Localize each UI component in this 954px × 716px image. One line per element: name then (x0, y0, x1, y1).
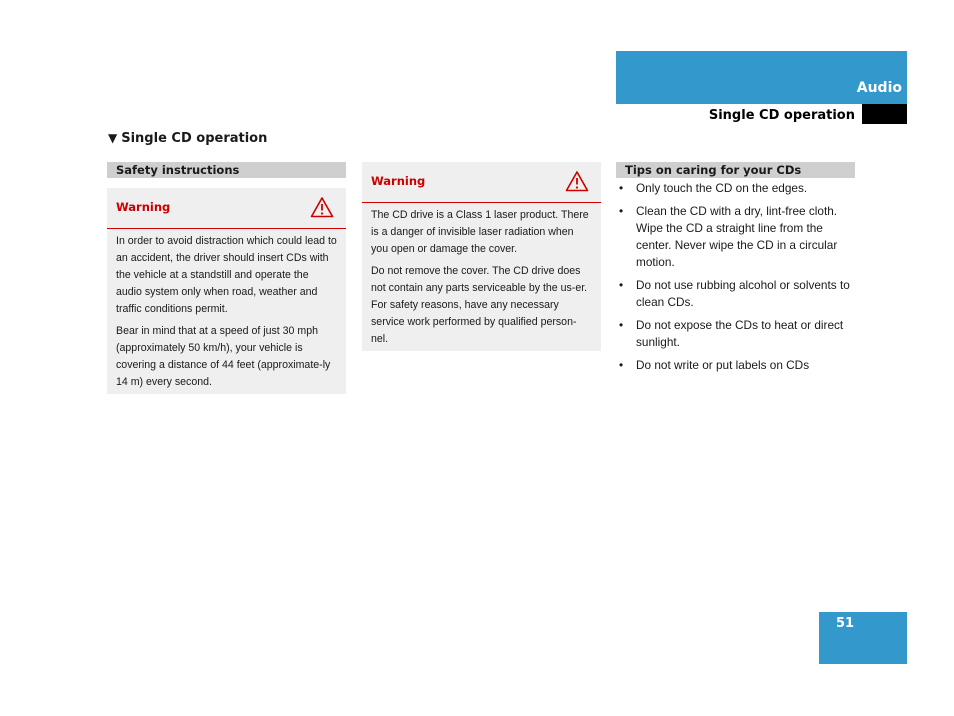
warning-body (362, 203, 601, 361)
bullet-icon: • (619, 318, 624, 332)
page-number-box (819, 612, 907, 664)
warning-header (362, 162, 601, 203)
list-item: • Do not write or put labels on CDs (619, 358, 810, 372)
bullet-icon: • (619, 358, 624, 372)
warning-label: Warning (371, 174, 426, 188)
tips-subheading: Tips on caring for your CDs (616, 162, 855, 178)
list-item: • Do not use rubbing alcohol or solvents to clean CDs. (619, 278, 850, 309)
warning-paragraph: The CD drive is a Class 1 laser product. There is a danger of invisible laser radiation when you open or damage the cover. (371, 209, 589, 255)
warning-paragraph: In order to avoid distraction which could lead to an accident, the driver should insert CDs with the vehicle at a standstill and operate the audio system only when road, weather and traffic conditions permit. (116, 235, 337, 315)
chapter-subtitle: Single CD operation (708, 108, 855, 123)
warning-paragraph: Do not remove the cover. The CD drive does not contain any parts serviceable by the us-er. For safety reasons, have any necessary service work performed by qualified person-nel. (371, 265, 588, 345)
warning-body (107, 229, 346, 404)
bullet-icon: • (619, 278, 624, 292)
section-heading (108, 131, 267, 146)
warning-paragraph: Bear in mind that at a speed of just 30 mph (approximately 50 km/h), your vehicle is covering a distance of 44 feet (approximate-ly 14 m) every second. (116, 325, 331, 388)
tips-list (616, 180, 856, 380)
list-item: • Do not expose the CDs to heat or direct sunlight. (619, 318, 844, 349)
header-accent-bar (616, 51, 907, 104)
header-tab-marker (862, 104, 907, 124)
warning-triangle-icon (310, 196, 334, 218)
warning-header (107, 188, 346, 229)
list-item: • Clean the CD with a dry, lint-free cloth. Wipe the CD a straight line from the center. Never wipe the CD in a circular motion. (619, 204, 838, 269)
warning-triangle-icon (565, 170, 589, 192)
chapter-title: Audio (856, 80, 902, 96)
safety-warning-box (107, 188, 346, 394)
safety-subheading: Safety instructions (107, 162, 346, 178)
section-title: Single CD operation (121, 131, 268, 146)
bullet-icon: • (619, 204, 624, 218)
triangle-marker-icon: ▼ (108, 131, 118, 145)
laser-warning-box (362, 162, 601, 351)
bullet-icon: • (619, 181, 624, 195)
page-number: 51 (836, 616, 855, 631)
warning-label: Warning (116, 200, 171, 214)
list-item: • Only touch the CD on the edges. (619, 181, 808, 195)
